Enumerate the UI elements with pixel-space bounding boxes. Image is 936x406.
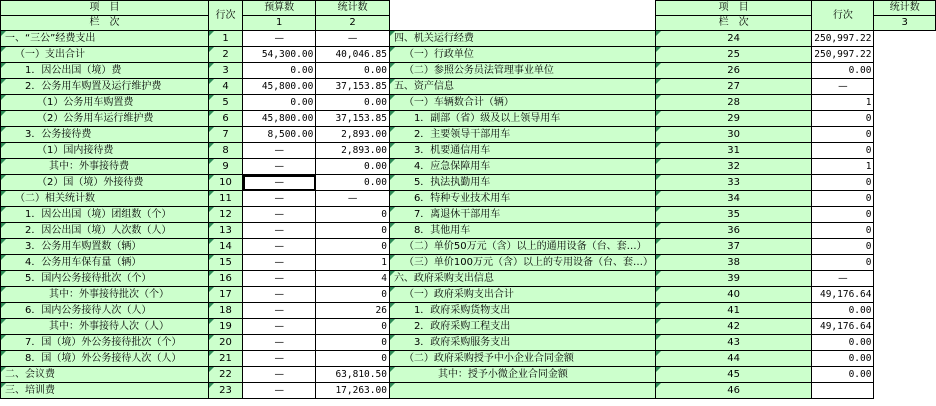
header-right-column[interactable]: 栏 次 xyxy=(656,16,812,31)
right-stat-cell[interactable]: 0 xyxy=(812,239,874,255)
table-row xyxy=(1,255,936,271)
budget-cell[interactable]: — xyxy=(243,335,316,351)
right-row-label[interactable]: 五、资产信息 xyxy=(389,79,655,95)
right-row-lineno[interactable]: 29 xyxy=(656,111,812,127)
right-row-lineno[interactable]: 46 xyxy=(656,383,812,399)
right-stat-cell[interactable]: — xyxy=(812,79,874,95)
table-row xyxy=(1,207,936,223)
row-label[interactable]: （2）国（境）外接待费 xyxy=(1,175,209,191)
header-stat[interactable]: 统计数 xyxy=(316,1,390,16)
row-label[interactable]: （二）相关统计数 xyxy=(1,191,209,207)
stat-cell[interactable]: 37,153.85 xyxy=(316,111,390,127)
budget-cell[interactable]: 45,800.00 xyxy=(243,111,316,127)
right-stat-cell[interactable]: 0.00 xyxy=(812,63,874,79)
row-lineno[interactable]: 22 xyxy=(208,367,242,383)
right-row-label[interactable]: 四、机关运行经费 xyxy=(389,31,655,47)
right-stat-cell[interactable]: 49,176.64 xyxy=(812,319,874,335)
table-row xyxy=(1,31,936,47)
row-lineno[interactable]: 20 xyxy=(208,335,242,351)
table-row xyxy=(1,127,936,143)
header-lineno[interactable]: 行次 xyxy=(208,1,242,31)
header-right-stat[interactable]: 统计数 xyxy=(874,1,936,16)
row-lineno[interactable]: 16 xyxy=(208,271,242,287)
right-row-lineno[interactable]: 37 xyxy=(656,239,812,255)
stat-cell[interactable]: — xyxy=(316,31,390,47)
header-budget-col[interactable]: 1 xyxy=(243,16,316,31)
right-row-label[interactable]: （一）行政单位 xyxy=(389,47,655,63)
row-label[interactable]: 其中：外事接待费 xyxy=(1,159,209,175)
budget-cell[interactable]: — xyxy=(243,303,316,319)
header-right-lineno[interactable]: 行次 xyxy=(812,1,874,31)
right-stat-cell[interactable]: 0 xyxy=(812,175,874,191)
row-label[interactable]: 1．因公出国（境）费 xyxy=(1,63,209,79)
right-stat-cell[interactable]: 0 xyxy=(812,255,874,271)
stat-cell[interactable]: 0.00 xyxy=(316,159,390,175)
stat-cell[interactable]: 2,893.00 xyxy=(316,143,390,159)
stat-cell[interactable]: 63,810.50 xyxy=(316,367,390,383)
stat-cell[interactable]: 2,893.00 xyxy=(316,127,390,143)
row-label[interactable]: （2）公务用车运行维护费 xyxy=(1,111,209,127)
right-row-label[interactable]: 2．政府采购工程支出 xyxy=(389,319,655,335)
row-lineno[interactable]: 4 xyxy=(208,79,242,95)
row-label[interactable]: 4．公务用车保有量（辆） xyxy=(1,255,209,271)
right-row-lineno[interactable]: 36 xyxy=(656,223,812,239)
right-stat-cell[interactable]: 0 xyxy=(812,191,874,207)
stat-cell[interactable]: 0 xyxy=(316,207,390,223)
right-row-lineno[interactable]: 32 xyxy=(656,159,812,175)
right-row-label[interactable]: （二）单价50万元（含）以上的通用设备（台、套…） xyxy=(389,239,655,255)
row-lineno[interactable]: 5 xyxy=(208,95,242,111)
row-lineno[interactable]: 18 xyxy=(208,303,242,319)
right-stat-cell[interactable]: 250,997.22 xyxy=(812,31,874,47)
row-lineno[interactable]: 1 xyxy=(208,31,242,47)
right-row-lineno[interactable]: 41 xyxy=(656,303,812,319)
row-label[interactable]: （一）支出合计 xyxy=(1,47,209,63)
row-label[interactable]: 三、培训费 xyxy=(1,383,209,399)
row-label[interactable]: 3．公务接待费 xyxy=(1,127,209,143)
right-row-label[interactable]: 5．执法执勤用车 xyxy=(389,175,655,191)
table-row xyxy=(1,303,936,319)
right-row-label[interactable]: （二）参照公务员法管理事业单位 xyxy=(389,63,655,79)
right-stat-cell[interactable]: 1 xyxy=(812,95,874,111)
row-label[interactable]: 2．因公出国（境）人次数（人） xyxy=(1,223,209,239)
right-row-label[interactable]: 8．其他用车 xyxy=(389,223,655,239)
row-lineno[interactable]: 12 xyxy=(208,207,242,223)
stat-cell[interactable]: 17,263.00 xyxy=(316,383,390,399)
table-row xyxy=(1,111,936,127)
stat-cell[interactable]: 0 xyxy=(316,335,390,351)
right-row-label[interactable]: 3．政府采购服务支出 xyxy=(389,335,655,351)
right-row-lineno[interactable]: 26 xyxy=(656,63,812,79)
right-row-label[interactable]: 4．应急保障用车 xyxy=(389,159,655,175)
right-stat-cell[interactable]: 0 xyxy=(812,223,874,239)
table-row xyxy=(1,143,936,159)
row-label[interactable]: 3．公务用车购置数（辆） xyxy=(1,239,209,255)
right-stat-cell[interactable]: 250,997.22 xyxy=(812,47,874,63)
stat-cell[interactable]: 37,153.85 xyxy=(316,79,390,95)
stat-cell[interactable]: 26 xyxy=(316,303,390,319)
row-lineno[interactable]: 7 xyxy=(208,127,242,143)
budget-cell[interactable]: — xyxy=(243,143,316,159)
right-row-lineno[interactable]: 39 xyxy=(656,271,812,287)
right-stat-cell[interactable]: 0.00 xyxy=(812,351,874,367)
row-lineno[interactable]: 3 xyxy=(208,63,242,79)
right-stat-cell[interactable]: 0.00 xyxy=(812,367,874,383)
right-row-lineno[interactable]: 25 xyxy=(656,47,812,63)
row-label[interactable]: 二、会议费 xyxy=(1,367,209,383)
header-budget[interactable]: 预算数 xyxy=(243,1,316,16)
table-row xyxy=(1,239,936,255)
right-row-lineno[interactable]: 35 xyxy=(656,207,812,223)
right-row-lineno[interactable]: 40 xyxy=(656,287,812,303)
row-label[interactable]: 其中：外事接待批次（个） xyxy=(1,287,209,303)
budget-cell[interactable]: — xyxy=(243,351,316,367)
right-row-label[interactable]: （一）车辆数合计（辆） xyxy=(389,95,655,111)
header-row-1 xyxy=(1,1,936,16)
right-row-label[interactable]: 六、政府采购支出信息 xyxy=(389,271,655,287)
right-stat-cell[interactable]: 0 xyxy=(812,143,874,159)
row-lineno[interactable]: 6 xyxy=(208,111,242,127)
right-stat-cell[interactable]: 49,176.64 xyxy=(812,287,874,303)
budget-cell[interactable]: 54,300.00 xyxy=(243,47,316,63)
row-label[interactable]: 其中：外事接待人次（人） xyxy=(1,319,209,335)
right-stat-cell[interactable] xyxy=(812,383,874,399)
stat-cell[interactable]: 0.00 xyxy=(316,175,390,191)
budget-cell[interactable]: 45,800.00 xyxy=(243,79,316,95)
budget-cell[interactable]: — xyxy=(243,223,316,239)
stat-cell[interactable]: 0 xyxy=(316,287,390,303)
table-row xyxy=(1,287,936,303)
table-row xyxy=(1,367,936,383)
right-row-lineno[interactable]: 42 xyxy=(656,319,812,335)
row-lineno[interactable]: 15 xyxy=(208,255,242,271)
row-label[interactable]: 8．国（境）外公务接待人次（人） xyxy=(1,351,209,367)
right-row-lineno[interactable]: 30 xyxy=(656,127,812,143)
right-row-lineno[interactable]: 24 xyxy=(656,31,812,47)
table-row xyxy=(1,159,936,175)
table-row xyxy=(1,335,936,351)
table-row xyxy=(1,95,936,111)
stat-cell[interactable]: 4 xyxy=(316,271,390,287)
row-lineno[interactable]: 10 xyxy=(208,175,242,191)
stat-cell[interactable]: 0 xyxy=(316,351,390,367)
stat-cell[interactable]: 40,046.85 xyxy=(316,47,390,63)
right-stat-cell[interactable]: 0.00 xyxy=(812,335,874,351)
stat-cell[interactable]: 0 xyxy=(316,223,390,239)
stat-cell[interactable]: 0.00 xyxy=(316,63,390,79)
row-label[interactable]: （1）国内接待费 xyxy=(1,143,209,159)
right-row-label[interactable]: 1．副部（省）级及以上领导用车 xyxy=(389,111,655,127)
budget-cell[interactable]: — xyxy=(243,383,316,399)
right-row-label[interactable]: （二）政府采购授予中小企业合同金额 xyxy=(389,351,655,367)
header-stat-col[interactable]: 2 xyxy=(316,16,390,31)
right-row-label[interactable]: （一）政府采购支出合计 xyxy=(389,287,655,303)
right-row-label[interactable]: 6．特种专业技术用车 xyxy=(389,191,655,207)
right-stat-cell[interactable]: — xyxy=(812,271,874,287)
budget-cell[interactable]: — xyxy=(243,271,316,287)
table-row xyxy=(1,319,936,335)
row-label[interactable]: 5．国内公务接待批次（个） xyxy=(1,271,209,287)
right-row-label[interactable]: 其中：授予小微企业合同金额 xyxy=(389,367,655,383)
row-label[interactable]: 6．国内公务接待人次（人） xyxy=(1,303,209,319)
right-row-label[interactable]: 3．机要通信用车 xyxy=(389,143,655,159)
row-label[interactable]: 一、“三公”经费支出 xyxy=(1,31,209,47)
right-row-lineno[interactable]: 44 xyxy=(656,351,812,367)
right-row-lineno[interactable]: 28 xyxy=(656,95,812,111)
budget-cell[interactable]: — xyxy=(243,287,316,303)
right-row-lineno[interactable]: 45 xyxy=(656,367,812,383)
table-row xyxy=(1,175,936,191)
table-row xyxy=(1,383,936,399)
right-row-lineno[interactable]: 34 xyxy=(656,191,812,207)
table-row xyxy=(1,79,936,95)
table-row xyxy=(1,351,936,367)
budget-cell[interactable]: 0.00 xyxy=(243,95,316,111)
stat-cell[interactable]: — xyxy=(316,191,390,207)
right-row-lineno[interactable]: 31 xyxy=(656,143,812,159)
table-row xyxy=(1,63,936,79)
budget-cell[interactable]: — xyxy=(243,175,316,191)
right-stat-cell[interactable]: 0 xyxy=(812,111,874,127)
row-lineno[interactable]: 8 xyxy=(208,143,242,159)
table-row xyxy=(1,47,936,63)
row-label[interactable]: （1）公务用车购置费 xyxy=(1,95,209,111)
row-label[interactable]: 1．因公出国（境）团组数（个） xyxy=(1,207,209,223)
budget-cell[interactable]: — xyxy=(243,319,316,335)
row-lineno[interactable]: 13 xyxy=(208,223,242,239)
row-lineno[interactable]: 11 xyxy=(208,191,242,207)
budget-cell[interactable]: — xyxy=(243,207,316,223)
stat-cell[interactable]: 0 xyxy=(316,239,390,255)
budget-cell[interactable]: 8,500.00 xyxy=(243,127,316,143)
row-lineno[interactable]: 9 xyxy=(208,159,242,175)
right-row-label[interactable]: 7．离退休干部用车 xyxy=(389,207,655,223)
table-row xyxy=(1,271,936,287)
row-label[interactable]: 2．公务用车购置及运行维护费 xyxy=(1,79,209,95)
stat-cell[interactable]: 0.00 xyxy=(316,95,390,111)
header-right-item[interactable]: 项 目 xyxy=(656,1,812,16)
row-lineno[interactable]: 19 xyxy=(208,319,242,335)
header-item[interactable]: 项 目 xyxy=(1,1,209,16)
row-lineno[interactable]: 14 xyxy=(208,239,242,255)
header-right-stat-col[interactable]: 3 xyxy=(874,16,936,31)
budget-cell[interactable]: — xyxy=(243,255,316,271)
table-row xyxy=(1,191,936,207)
right-row-label[interactable]: （三）单价100万元（含）以上的专用设备（台、套…） xyxy=(389,255,655,271)
right-row-lineno[interactable]: 33 xyxy=(656,175,812,191)
budget-cell[interactable]: 0.00 xyxy=(243,63,316,79)
stat-cell[interactable]: 0 xyxy=(316,319,390,335)
right-row-lineno[interactable]: 38 xyxy=(656,255,812,271)
row-lineno[interactable]: 2 xyxy=(208,47,242,63)
budget-cell[interactable]: — xyxy=(243,367,316,383)
header-column[interactable]: 栏 次 xyxy=(1,16,209,31)
budget-cell[interactable]: — xyxy=(243,239,316,255)
budget-cell[interactable]: — xyxy=(243,159,316,175)
right-stat-cell[interactable]: 0 xyxy=(812,127,874,143)
right-stat-cell[interactable]: 0.00 xyxy=(812,303,874,319)
row-lineno[interactable]: 21 xyxy=(208,351,242,367)
budget-cell[interactable]: — xyxy=(243,31,316,47)
row-label[interactable]: 7．国（境）外公务接待批次（个） xyxy=(1,335,209,351)
right-stat-cell[interactable]: 1 xyxy=(812,159,874,175)
right-row-lineno[interactable]: 43 xyxy=(656,335,812,351)
stat-cell[interactable]: 1 xyxy=(316,255,390,271)
table-row xyxy=(1,223,936,239)
budget-cell[interactable]: — xyxy=(243,191,316,207)
right-row-lineno[interactable]: 27 xyxy=(656,79,812,95)
right-row-label[interactable] xyxy=(389,383,655,399)
right-row-label[interactable]: 1．政府采购货物支出 xyxy=(389,303,655,319)
right-row-label[interactable]: 2．主要领导干部用车 xyxy=(389,127,655,143)
row-lineno[interactable]: 23 xyxy=(208,383,242,399)
row-lineno[interactable]: 17 xyxy=(208,287,242,303)
right-stat-cell[interactable]: 0 xyxy=(812,207,874,223)
